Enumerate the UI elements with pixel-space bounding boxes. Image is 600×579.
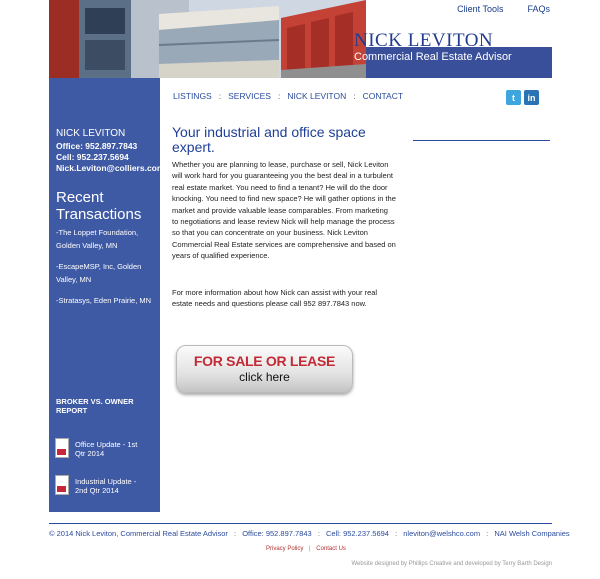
for-sale-or-lease-button[interactable] bbox=[176, 345, 353, 393]
contact-name: NICK LEVITON bbox=[56, 128, 126, 139]
office-update-doc[interactable] bbox=[55, 438, 147, 458]
contact-block bbox=[56, 128, 164, 174]
doc-label[interactable]: Industrial Update - 2nd Qtr 2014 bbox=[75, 477, 137, 495]
contact-us-link[interactable]: Contact Us bbox=[316, 546, 346, 552]
footer-separator: : bbox=[317, 529, 320, 538]
social-links bbox=[506, 90, 539, 105]
main-nav bbox=[173, 91, 403, 101]
nav-services[interactable]: SERVICES bbox=[228, 91, 271, 101]
recent-item: -Stratasys, Eden Prairie, MN bbox=[56, 296, 152, 305]
brand-tagline: Commercial Real Estate Advisor bbox=[354, 51, 512, 63]
cta-sub-label: click here bbox=[239, 370, 290, 384]
site-credit: Website designed by Phillips Creative and developed by Terry Barth Design bbox=[351, 561, 552, 567]
brand-name[interactable]: NICK LEVITON bbox=[354, 30, 494, 51]
footer-divider bbox=[49, 523, 552, 524]
nav-separator: : bbox=[277, 91, 281, 101]
contact-paragraph: For more information about how Nick can assist with your real estate needs and questions please call 952 897.7843 now. bbox=[172, 288, 378, 309]
nav-listings[interactable]: LISTINGS bbox=[173, 91, 212, 101]
linkedin-icon[interactable]: in bbox=[524, 90, 539, 105]
footer-email[interactable]: nleviton@welshco.com bbox=[403, 529, 481, 538]
right-divider bbox=[413, 140, 550, 141]
twitter-icon[interactable]: t bbox=[506, 90, 521, 105]
footer-office: Office: 952.897.7843 bbox=[242, 529, 312, 538]
recent-transactions-heading: Recent Transactions bbox=[56, 189, 142, 223]
footer-link-separator: | bbox=[309, 546, 311, 552]
footer-info bbox=[49, 529, 570, 538]
pdf-icon bbox=[55, 438, 69, 458]
doc-label[interactable]: Office Update - 1st Qtr 2014 bbox=[75, 440, 138, 458]
client-tools-link[interactable]: Client Tools bbox=[457, 4, 504, 14]
nav-nick-leviton[interactable]: NICK LEVITON bbox=[287, 91, 347, 101]
cta-main-label: FOR SALE OR LEASE bbox=[193, 353, 336, 369]
nav-contact[interactable]: CONTACT bbox=[362, 91, 404, 101]
left-sidebar bbox=[49, 78, 165, 512]
footer-separator: : bbox=[395, 529, 398, 538]
footer-separator: : bbox=[486, 529, 489, 538]
nav-separator: : bbox=[353, 91, 356, 101]
intro-paragraph: Whether you are planning to lease, purchase or sell, Nick Leviton will work hard for you guaranteeing you the best deal in a turbulent real estate market. You need to find a tenant? He will do the door knocking. You need to find new space? He will gather options in the market and provide valuable lease comparables. From marketing to negotiations and lease review Nick will help manage the process so that you can concentrate on your business. Nick Leviton Commercial Real Estate services are comprehensive and based on years of qualified experience. bbox=[172, 160, 396, 261]
nav-separator: : bbox=[218, 91, 222, 101]
page-headline: Your industrial and office space expert. bbox=[172, 124, 366, 155]
footer-separator: : bbox=[234, 529, 237, 538]
footer-cell: Cell: 952.237.5694 bbox=[326, 529, 389, 538]
recent-item: -EscapeMSP, Inc, Golden Valley, MN bbox=[56, 262, 142, 284]
industrial-update-doc[interactable] bbox=[55, 475, 147, 495]
recent-transactions-list bbox=[56, 226, 156, 315]
footer-links bbox=[266, 546, 346, 552]
footer-copyright: © 2014 Nick Leviton, Commercial Real Estate Advisor bbox=[49, 529, 228, 538]
contact-email[interactable]: Nick.Leviton@colliers.com bbox=[56, 163, 165, 173]
pdf-icon bbox=[55, 475, 69, 495]
contact-cell: Cell: 952.237.5694 bbox=[56, 152, 129, 162]
footer-company[interactable]: NAI Welsh Companies bbox=[494, 529, 570, 538]
privacy-policy-link[interactable]: Privacy Policy bbox=[266, 546, 304, 552]
recent-item: -The Loppet Foundation, Golden Valley, MN bbox=[56, 228, 139, 250]
faqs-link[interactable]: FAQs bbox=[527, 4, 550, 14]
broker-report-link[interactable]: BROKER VS. OWNER REPORT bbox=[56, 397, 134, 415]
contact-office: Office: 952.897.7843 bbox=[56, 141, 138, 151]
building-illustration bbox=[49, 0, 366, 78]
banner-photo bbox=[49, 0, 366, 78]
